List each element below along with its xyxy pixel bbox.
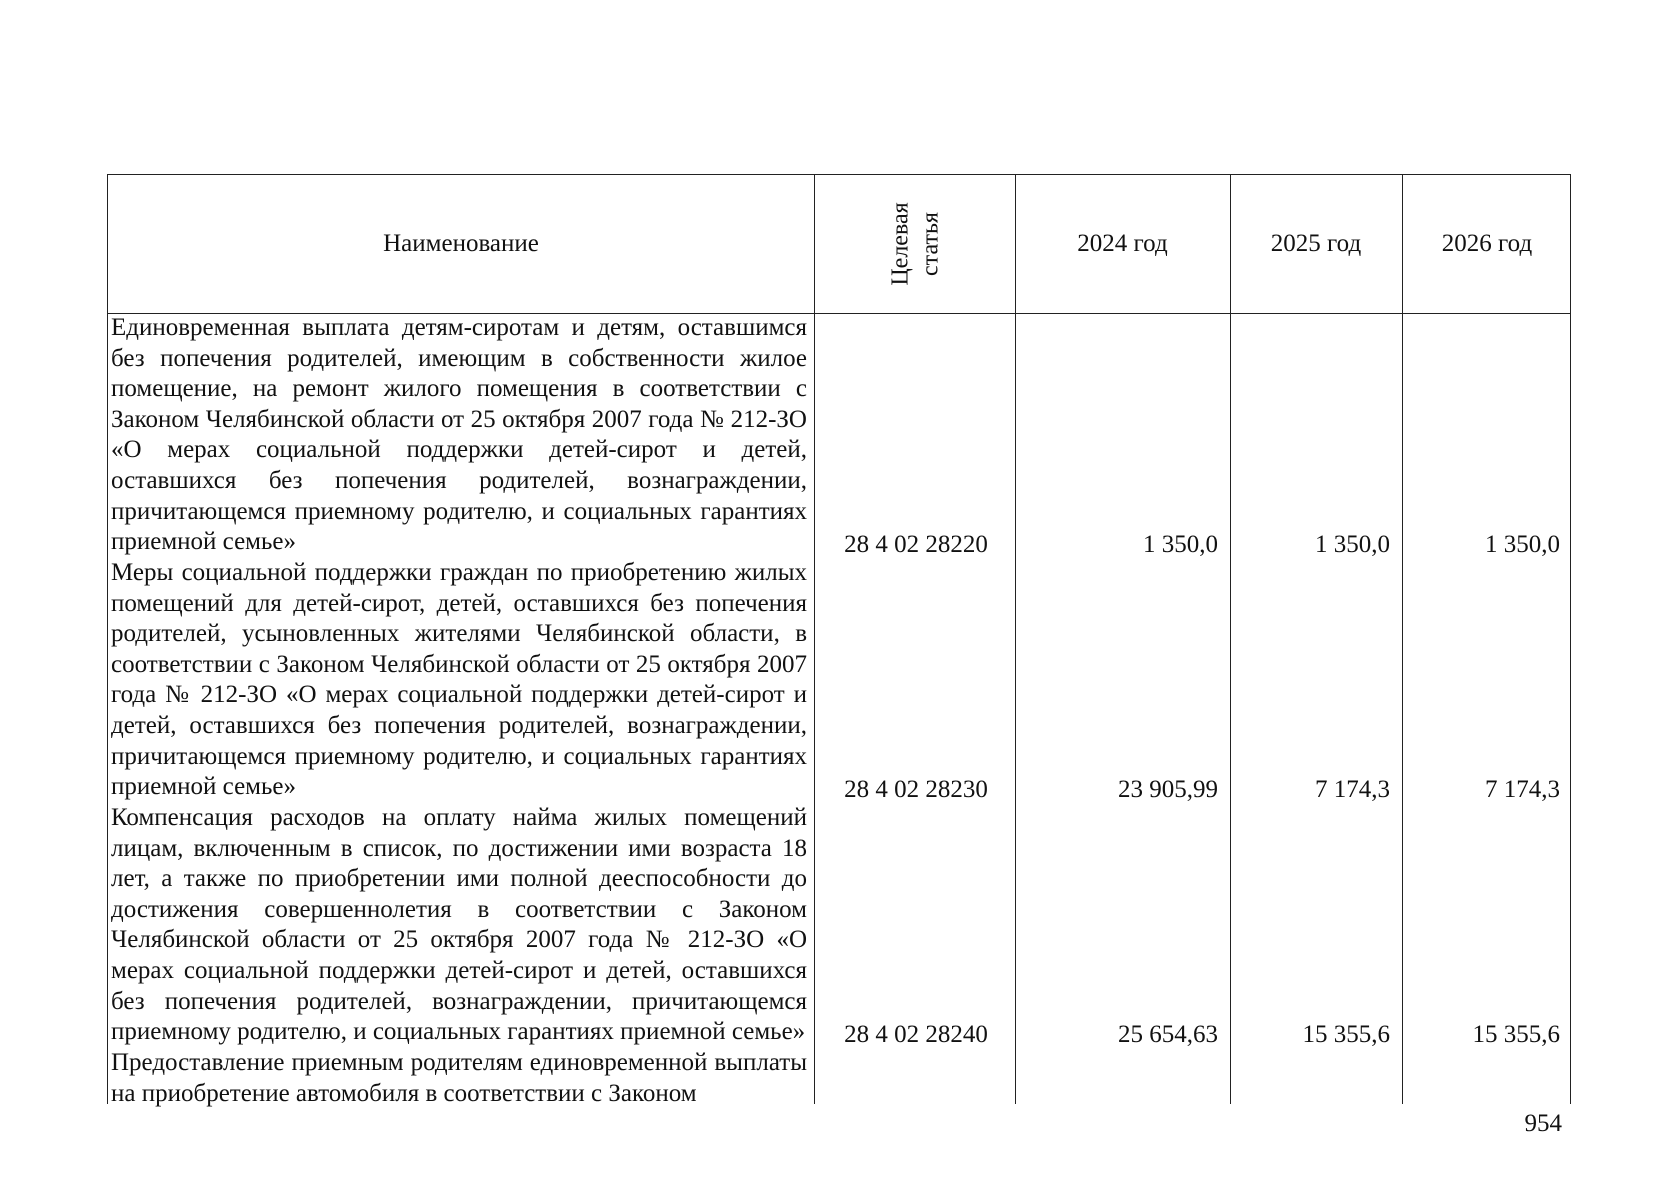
- row-2-code: 28 4 02 28230: [844, 776, 988, 803]
- row-3-2025: 15 355,6: [1302, 1021, 1390, 1048]
- row-1-2026: 1 350,0: [1485, 531, 1560, 558]
- column-divider: [1230, 175, 1231, 1104]
- row-3-name: Компенсация расходов на оплату найма жилых помещений лицам, включенным в список, по достижении ими возраста 18 лет, а также по приобретении ими полной дееспособности до достижения совершеннолетия в соответствии с Законом Челябинской области от 25 октября 2007 года № 212-ЗО «О мерах социальной поддержки детей-сирот и детей, оставшихся без попечения родителей, вознаграждении, причитающемся приемному родителю, и социальных гарантиях приемной семье»: [111, 804, 807, 1046]
- row-1-name: Единовременная выплата детям-сиротам и детям, оставшимся без попечения родителей, имеющим в собственности жилое помещение, на ремонт жилого помещения в соответствии с Законом Челябинской области от 25 октября 2007 года № 212-ЗО «О мерах социальной поддержки детей-сирот и детей, оставшихся без попечения родителей, вознаграждении, причитающемся приемному родителю, и социальных гарантиях приемной семье»: [111, 314, 807, 556]
- column-divider: [1015, 175, 1016, 1104]
- row-4-name: Предоставление приемным родителям единовременной выплаты на приобретение автомобиля в соответствии с Законом: [111, 1049, 807, 1107]
- header-year-2025: 2025 год: [1270, 230, 1362, 257]
- row-2-2026: 7 174,3: [1485, 776, 1560, 803]
- header-year-2026: 2026 год: [1441, 230, 1533, 257]
- column-divider: [814, 175, 815, 1104]
- row-2-2025: 7 174,3: [1315, 776, 1390, 803]
- row-1-2024: 1 350,0: [1143, 531, 1218, 558]
- row-2-name: Меры социальной поддержки граждан по приобретению жилых помещений для детей-сирот, детей, оставшихся без попечения родителей, усыновленных жителями Челябинской области, в соответствии с Законом Челябинской области от 25 октября 2007 года № 212-ЗО «О мерах социальной поддержки детей-сирот и детей, оставшихся без попечения родителей, вознаграждении, причитающемся приемному родителю, и социальных гарантиях приемной семье»: [111, 559, 807, 801]
- row-2-2024: 23 905,99: [1118, 776, 1218, 803]
- row-3-code: 28 4 02 28240: [844, 1021, 988, 1048]
- row-3-2026: 15 355,6: [1472, 1021, 1560, 1048]
- header-year-2024: 2024 год: [1077, 230, 1168, 257]
- row-1-code: 28 4 02 28220: [844, 531, 988, 558]
- header-code-line2: статья: [917, 212, 944, 276]
- page-number: 954: [1524, 1110, 1562, 1137]
- header-name: Наименование: [383, 230, 539, 257]
- header-code-line1: Целевая: [887, 202, 914, 286]
- row-1-2025: 1 350,0: [1315, 531, 1390, 558]
- column-divider: [1402, 175, 1403, 1104]
- budget-table: [107, 174, 1571, 1107]
- row-3-2024: 25 654,63: [1118, 1021, 1218, 1048]
- header-code: [816, 175, 1016, 313]
